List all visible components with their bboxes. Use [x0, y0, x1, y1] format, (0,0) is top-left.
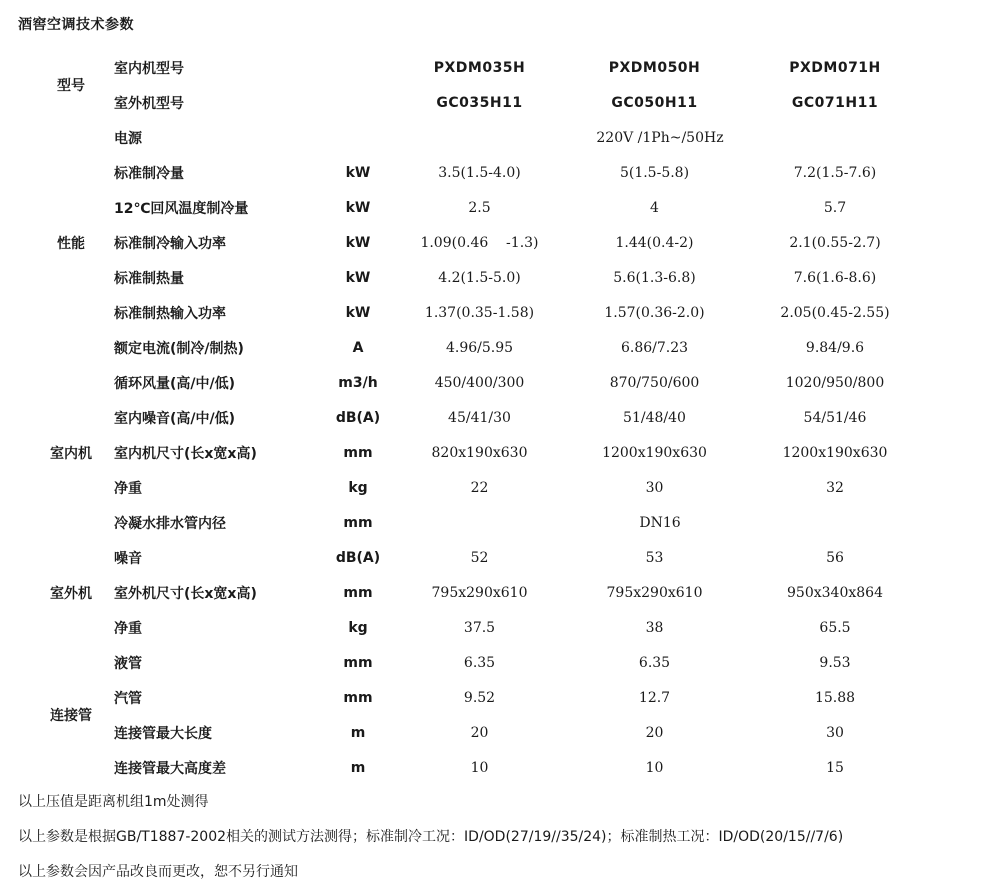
value-cell: 450/400/300 [434, 374, 525, 391]
model-cell: PXDM071H [789, 59, 881, 76]
value-cell: 56 [826, 549, 844, 566]
table-row [28, 540, 928, 575]
value-cell: 1020/950/800 [785, 374, 885, 391]
row-unit: kW [345, 234, 371, 251]
row-label: 室内机型号 [114, 60, 184, 77]
table-row [28, 260, 928, 295]
value-cell: 795x290x610 [606, 584, 703, 601]
row-label: 连接管最大高度差 [114, 760, 226, 777]
value-cell: 4.2(1.5-5.0) [438, 269, 521, 286]
value-cell: 15.88 [814, 689, 856, 706]
row-label: 室外机尺寸(长x宽x高) [114, 585, 257, 602]
value-cell: 20 [645, 724, 664, 741]
table-row [28, 295, 928, 330]
row-unit: dB(A) [335, 409, 381, 426]
value-cell: 5.6(1.3-6.8) [613, 269, 696, 286]
model-cell: GC035H11 [436, 94, 523, 111]
row-unit: mm [343, 584, 373, 601]
row-unit: kW [345, 269, 371, 286]
row-unit [324, 85, 392, 120]
row-label: 循环风量(高/中/低) [114, 375, 236, 392]
footnotes [18, 786, 843, 891]
row-label: 净重 [114, 480, 142, 497]
table-row [28, 155, 928, 190]
table-row [28, 365, 928, 400]
row-label: 室内机尺寸(长x宽x高) [114, 445, 257, 462]
row-unit: kW [345, 304, 371, 321]
table-row [28, 505, 928, 540]
group-label-outdoor: 室外机 [50, 585, 92, 602]
row-unit: kg [348, 619, 368, 636]
group-label-indoor: 室内机 [50, 445, 92, 462]
value-cell: 15 [826, 759, 844, 776]
row-label: 标准制热量 [114, 270, 184, 287]
table-row [28, 435, 928, 470]
value-cell: 30 [826, 724, 844, 741]
row-label: 室内噪音(高/中/低) [114, 410, 236, 427]
value-cell: 1.57(0.36-2.0) [604, 304, 705, 321]
row-unit: m [350, 759, 366, 776]
value-cell: 2.05(0.45-2.55) [780, 304, 890, 321]
value-cell: 3.5(1.5-4.0) [438, 164, 521, 181]
value-cell: 53 [645, 549, 664, 566]
value-cell: 10 [470, 759, 489, 776]
row-label: 汽管 [114, 690, 142, 707]
spec-table [28, 50, 928, 785]
value-cell: 45/41/30 [448, 409, 511, 426]
model-cell: PXDM050H [608, 59, 701, 76]
table-row [28, 85, 928, 120]
value-cell: 51/48/40 [623, 409, 686, 426]
row-unit: m [350, 724, 366, 741]
value-cell: 32 [826, 479, 844, 496]
value-cell: 22 [470, 479, 489, 496]
value-cell: 820x190x630 [431, 444, 528, 461]
value-cell: 6.35 [638, 654, 671, 671]
value-cell: 38 [645, 619, 664, 636]
footnote: 以上参数是根据GB/T1887-2002相关的测试方法测得；标准制冷工况：ID/OD(27/19//35/24)；标准制热工况：ID/OD(20/15//7/6) [18, 829, 844, 845]
row-unit [324, 120, 392, 155]
table-row [28, 610, 928, 645]
row-label: 12℃回风温度制冷量 [114, 200, 249, 217]
row-label: 连接管最大长度 [114, 725, 212, 742]
row-label: 标准制冷输入功率 [114, 235, 226, 252]
value-cell: 2.5 [468, 199, 491, 216]
row-label: 电源 [114, 130, 142, 147]
row-label: 净重 [114, 620, 142, 637]
value-cell: DN16 [639, 514, 681, 531]
value-cell: 1.37(0.35-1.58) [424, 304, 535, 321]
value-cell: 9.84/9.6 [805, 339, 865, 356]
row-unit: mm [343, 514, 373, 531]
table-row [28, 575, 928, 610]
table-row [28, 470, 928, 505]
value-cell: 7.6(1.6-8.6) [793, 269, 877, 286]
row-label: 冷凝水排水管内径 [114, 515, 226, 532]
value-cell: 950x340x864 [787, 584, 883, 601]
value-cell: 7.2(1.5-7.6) [793, 164, 877, 181]
row-label: 额定电流(制冷/制热) [114, 340, 244, 357]
table-row [28, 120, 928, 155]
value-cell: 1.44(0.4-2) [615, 234, 694, 251]
value-cell: 37.5 [463, 619, 496, 636]
value-cell: 54/51/46 [803, 409, 867, 426]
group-label-model: 型号 [57, 78, 85, 94]
row-unit: dB(A) [335, 549, 381, 566]
table-row [28, 645, 928, 680]
value-cell: 6.35 [463, 654, 496, 671]
table-row [28, 715, 928, 750]
row-unit: A [352, 339, 364, 356]
row-unit: kW [345, 199, 371, 216]
group-label-piping: 连接管 [50, 708, 92, 724]
table-row [28, 680, 928, 715]
table-row [28, 225, 928, 260]
row-unit: mm [343, 654, 373, 671]
row-unit [324, 50, 392, 85]
footnote: 以上参数会因产品改良而更改，恕不另行通知 [18, 864, 298, 880]
value-cell: 220V /1Ph~/50Hz [596, 129, 724, 146]
row-unit: mm [343, 689, 373, 706]
row-label: 噪音 [114, 550, 142, 567]
group-label-performance: 性能 [57, 235, 85, 252]
row-unit: mm [343, 444, 373, 461]
table-row [28, 400, 928, 435]
value-cell: 1200x190x630 [782, 444, 888, 461]
value-cell: 5.7 [823, 199, 847, 216]
value-cell: 6.86/7.23 [620, 339, 689, 356]
table-row [28, 330, 928, 365]
page-title: 酒窖空调技术参数 [18, 17, 134, 33]
table-row [28, 50, 928, 85]
value-cell: 20 [470, 724, 489, 741]
model-cell: PXDM035H [433, 59, 526, 76]
value-cell: 795x290x610 [431, 584, 528, 601]
value-cell: 30 [645, 479, 664, 496]
model-cell: GC050H11 [611, 94, 698, 111]
value-cell: 4.96/5.95 [445, 339, 514, 356]
row-label: 室外机型号 [114, 95, 184, 112]
value-cell: 12.7 [638, 689, 671, 706]
value-cell: 5(1.5-5.8) [619, 164, 690, 181]
value-cell: 1.09(0.46 -1.3) [420, 234, 539, 251]
table-row [28, 190, 928, 225]
value-cell: 9.52 [463, 689, 496, 706]
row-unit: kg [348, 479, 368, 496]
value-cell: 9.53 [819, 654, 851, 671]
value-cell: 870/750/600 [609, 374, 700, 391]
row-unit: m3/h [338, 374, 378, 391]
row-label: 液管 [114, 655, 142, 672]
value-cell: 65.5 [819, 619, 851, 636]
row-label: 标准制热输入功率 [114, 305, 226, 322]
value-cell: 10 [645, 759, 664, 776]
model-cell: GC071H11 [791, 94, 879, 111]
value-cell: 2.1(0.55-2.7) [789, 234, 881, 251]
value-cell: 1200x190x630 [602, 444, 707, 461]
footnote: 以上压值是距离机组1m处测得 [18, 794, 209, 810]
table-row [28, 750, 928, 785]
value-cell: 4 [650, 199, 659, 216]
row-unit: kW [345, 164, 371, 181]
value-cell: 52 [470, 549, 489, 566]
row-label: 标准制冷量 [114, 165, 184, 182]
